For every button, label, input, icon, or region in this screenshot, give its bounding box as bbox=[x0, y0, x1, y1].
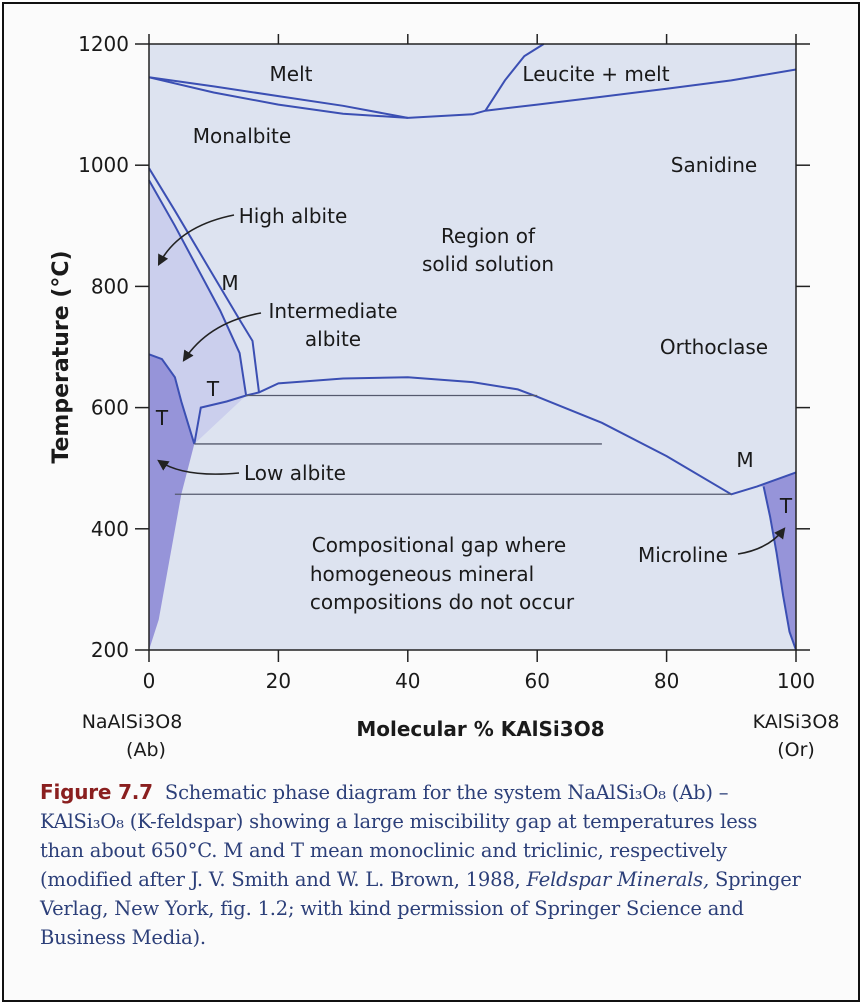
figure-label: Figure 7.7 bbox=[40, 780, 153, 804]
x-axis-title: Molecular % KAlSi3O8 bbox=[356, 717, 605, 741]
x-tick-label: 40 bbox=[395, 669, 421, 693]
field-orthoclase: Orthoclase bbox=[659, 335, 769, 359]
label-intermediate-albite-1: Intermediate bbox=[268, 299, 398, 323]
caption-line-5: Verlag, New York, fig. 1.2; with kind permission of Springer Science and bbox=[40, 897, 744, 920]
caption-book-title: Feldspar Minerals, bbox=[526, 868, 709, 891]
figure-caption bbox=[40, 778, 830, 952]
field-gap-2: homogeneous mineral bbox=[309, 562, 535, 586]
label-high-albite: High albite bbox=[238, 204, 348, 228]
x-tick-label: 100 bbox=[776, 669, 816, 693]
x-tick-label: 20 bbox=[265, 669, 292, 693]
y-tick-label: 1200 bbox=[78, 32, 129, 56]
field-monalbite: Monalbite bbox=[192, 124, 292, 148]
y-tick-label: 1000 bbox=[78, 153, 129, 178]
label-t-intermediate: T bbox=[206, 377, 220, 401]
label-intermediate-albite-2: albite bbox=[304, 327, 362, 351]
label-m-microcline: M bbox=[736, 448, 754, 472]
field-leucite-melt: Leucite + melt bbox=[522, 62, 670, 86]
caption-line-4a: (modified after J. V. Smith and W. L. Brown, 1988, bbox=[40, 868, 527, 891]
endmember-or-label: (Or) bbox=[777, 739, 815, 761]
y-tick-label: 600 bbox=[90, 395, 129, 420]
x-tick-label: 80 bbox=[653, 669, 680, 693]
endmember-ab-label: (Ab) bbox=[126, 739, 166, 761]
y-axis-title: Temperature (°C) bbox=[49, 250, 74, 464]
x-tick-label: 0 bbox=[142, 669, 156, 693]
y-tick-label: 400 bbox=[90, 516, 129, 541]
caption-line-2: KAlSi₃O₈ (K-feldspar) showing a large miscibility gap at temperatures less bbox=[40, 810, 758, 833]
label-t-low-albite: T bbox=[155, 406, 169, 430]
caption-line-4c: Springer bbox=[708, 868, 801, 891]
label-low-albite: Low albite bbox=[244, 461, 346, 485]
endmember-ab-formula: NaAlSi3O8 bbox=[81, 711, 183, 733]
field-sanidine: Sanidine bbox=[670, 153, 758, 177]
x-tick-label: 60 bbox=[524, 669, 550, 693]
endmember-or-formula: KAlSi3O8 bbox=[752, 711, 840, 733]
field-gap-1: Compositional gap where bbox=[311, 533, 567, 557]
label-microcline: Microline bbox=[638, 543, 728, 567]
phase-diagram bbox=[4, 4, 858, 774]
label-m-albite: M bbox=[221, 271, 239, 295]
caption-line-3: than about 650°C. M and T mean monoclinic and triclinic, respectively bbox=[40, 839, 727, 862]
y-tick-label: 800 bbox=[90, 274, 129, 299]
field-gap-3: compositions do not occur bbox=[309, 590, 575, 614]
y-tick-label: 200 bbox=[90, 638, 129, 662]
field-solid-solution-2: solid solution bbox=[421, 252, 555, 276]
caption-line-1: Schematic phase diagram for the system NaAlSi₃O₈ (Ab) – bbox=[164, 781, 729, 804]
caption-line-6: Business Media). bbox=[40, 926, 206, 949]
field-melt: Melt bbox=[269, 62, 313, 86]
label-t-microcline: T bbox=[779, 494, 793, 518]
field-solid-solution-1: Region of bbox=[440, 224, 536, 248]
